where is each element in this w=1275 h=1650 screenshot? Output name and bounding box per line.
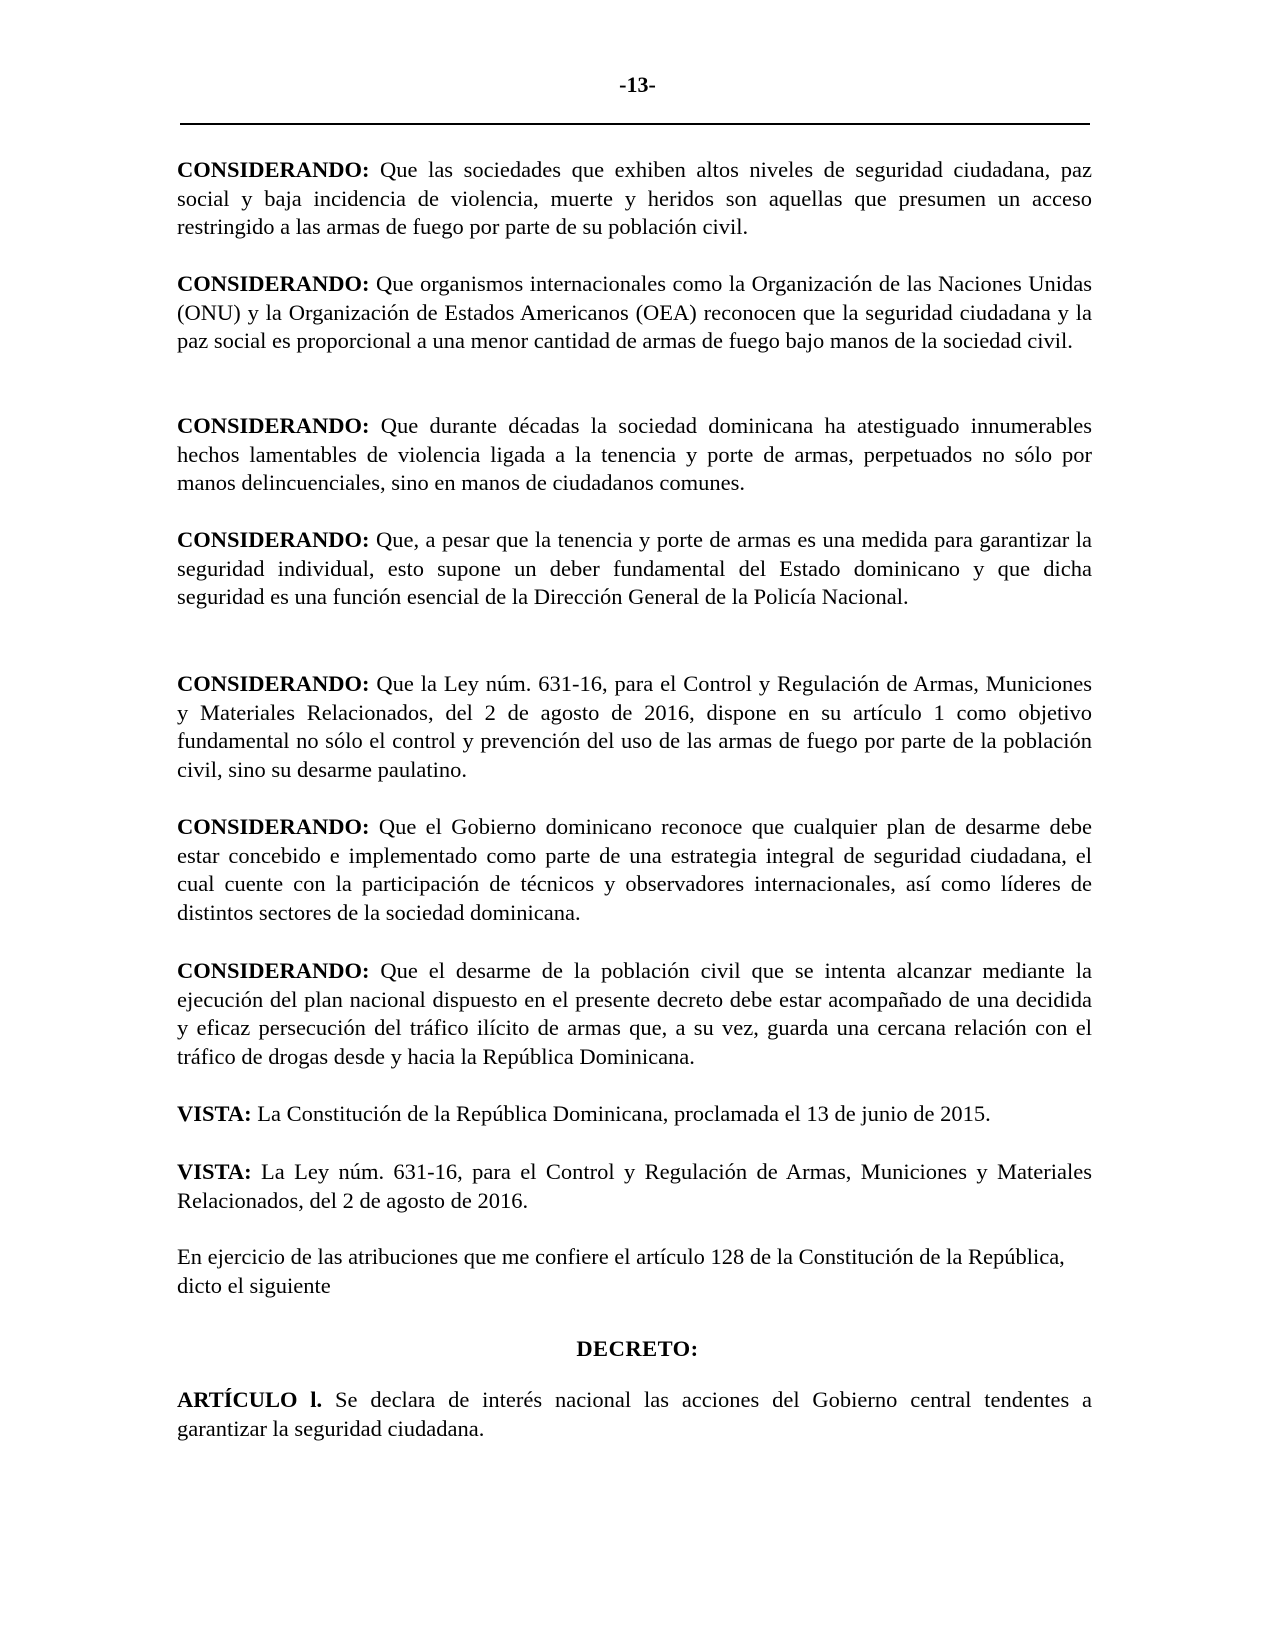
vista-text: La Constitución de la República Dominicana, proclamada el 13 de junio de 2015. [257, 1101, 991, 1126]
atribuciones-paragraph: En ejercicio de las atribuciones que me confiere el artículo 128 de la Constitución de la República, dicto el siguiente [177, 1244, 1065, 1298]
considerando-label: CONSIDERANDO: [177, 271, 370, 296]
considerando-paragraph-7 [177, 957, 1092, 1071]
vista-text: La Ley núm. 631-16, para el Control y Regulación de Armas, Municiones y Materiales Relacionados, del 2 de agosto de 2016. [177, 1159, 1092, 1213]
considerando-label: CONSIDERANDO: [177, 157, 370, 182]
header-rule [180, 123, 1090, 125]
considerando-label: CONSIDERANDO: [177, 671, 370, 696]
considerando-label: CONSIDERANDO: [177, 958, 370, 983]
considerando-label: CONSIDERANDO: [177, 814, 370, 839]
considerando-text: Que el Gobierno dominicano reconoce que cualquier plan de desarme debe estar concebido e implementado como parte de una estrategia integral de seguridad ciudadana, el cual cuente con la participación de técnicos y observadores internacionales, así como líderes de distintos sectores de la sociedad dominicana. [177, 814, 1092, 925]
considerando-paragraph-4 [177, 526, 1092, 612]
considerando-paragraph-6 [177, 813, 1092, 927]
vista-label: VISTA: [177, 1101, 252, 1126]
vista-paragraph-2 [177, 1158, 1092, 1215]
articulo-paragraph-1 [177, 1386, 1092, 1443]
page-number: -13- [619, 72, 656, 97]
articulo-label: ARTÍCULO l. [177, 1387, 323, 1412]
considerando-label: CONSIDERANDO: [177, 413, 370, 438]
considerando-paragraph-2 [177, 270, 1092, 356]
articulo-text: Se declara de interés nacional las acciones del Gobierno central tendentes a garantizar la seguridad ciudadana. [177, 1387, 1093, 1441]
vista-label: VISTA: [177, 1159, 252, 1184]
considerando-text: Que organismos internacionales como la Organización de las Naciones Unidas (ONU) y la Organización de Estados Americanos (OEA) reconocen que la seguridad ciudadana y la paz social es proporcional a una menor cantidad de armas de fuego bajo manos de la sociedad civil. [177, 271, 1092, 354]
considerando-paragraph-5 [177, 670, 1092, 784]
considerando-text: Que, a pesar que la tenencia y porte de armas es una medida para garantizar la seguridad individual, esto supone un deber fundamental del Estado dominicano y que dicha seguridad es una función esencial de la Dirección General de la Policía Nacional. [177, 527, 1092, 610]
considerando-text: Que las sociedades que exhiben altos niveles de seguridad ciudadana, paz social y baja incidencia de violencia, muerte y heridos son aquellas que presumen un acceso restringido a las armas de fuego por parte de su población civil. [177, 157, 1092, 240]
considerando-paragraph-1 [177, 156, 1092, 242]
considerando-text: Que durante décadas la sociedad dominicana ha atestiguado innumerables hechos lamentables de violencia ligada a la tenencia y porte de armas, perpetuados no sólo por manos delincuenciales, sino en manos de ciudadanos comunes. [177, 413, 1092, 496]
decreto-heading: DECRETO: [576, 1336, 699, 1361]
vista-paragraph-1 [177, 1100, 1092, 1129]
considerando-paragraph-3 [177, 412, 1092, 498]
considerando-text: Que el desarme de la población civil que se intenta alcanzar mediante la ejecución del plan nacional dispuesto en el presente decreto debe estar acompañado de una decidida y eficaz persecución del tráfico ilícito de armas que, a su vez, guarda una cercana relación con el tráfico de drogas desde y hacia la República Dominicana. [177, 958, 1092, 1069]
considerando-text: Que la Ley núm. 631-16, para el Control y Regulación de Armas, Municiones y Materiales Relacionados, del 2 de agosto de 2016, dispone en su artículo 1 como objetivo fundamental no sólo el control y prevención del uso de las armas de fuego por parte de la población civil, sino su desarme paulatino. [177, 671, 1093, 782]
considerando-label: CONSIDERANDO: [177, 527, 370, 552]
